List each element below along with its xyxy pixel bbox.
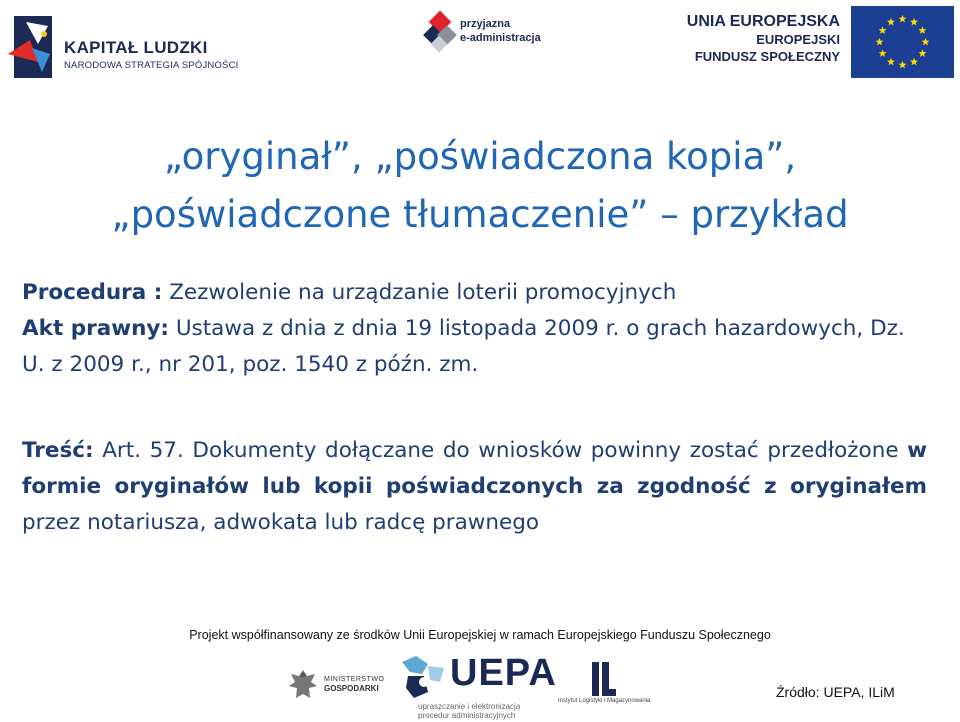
puzzle-icon bbox=[422, 10, 458, 54]
mg-line2: GOSPODARKI bbox=[324, 684, 379, 693]
procedure-block bbox=[22, 275, 927, 383]
przyjazna-e-administracja-logo bbox=[422, 10, 562, 58]
ue-line1: UNIA EUROPEJSKA bbox=[686, 13, 840, 30]
unia-europejska-text bbox=[640, 12, 840, 72]
procedure-value: Zezwolenie na urządzanie loterii promocyjnych bbox=[162, 280, 677, 305]
title-line-1: „oryginał”, „poświadczona kopia”, bbox=[163, 135, 797, 178]
ue-line3: FUNDUSZ SPOŁECZNY bbox=[694, 49, 840, 64]
eagle-icon bbox=[288, 668, 318, 704]
content-label: Treść: bbox=[22, 438, 94, 463]
ministerstwo-gospodarki-logo bbox=[288, 666, 388, 710]
ue-line2: EUROPEJSKI bbox=[756, 32, 840, 47]
ilim-logo bbox=[558, 658, 668, 710]
source-note: Źródło: UEPA, ILiM bbox=[776, 684, 895, 700]
content-bold: w formie oryginałów lub kopii poświadczonych za zgodność z oryginałem bbox=[22, 438, 927, 499]
uepa-subtitle-1: upraszczanie i elektronizacja bbox=[418, 702, 521, 711]
uepa-mark-icon bbox=[398, 652, 450, 704]
procedure-label: Procedura : bbox=[22, 280, 163, 305]
footer-note: Projekt współfinansowany ze środków Unii Europejskiej w ramach Europejskiego Funduszu Społecznego bbox=[189, 628, 771, 642]
kapital-ludzki-subtitle: NARODOWA STRATEGIA SPÓJNOŚCI bbox=[64, 60, 239, 71]
page-title bbox=[0, 128, 960, 244]
legal-act-label: Akt prawny: bbox=[22, 316, 169, 341]
title-line-2: „poświadczone tłumaczenie” – przykład bbox=[111, 193, 849, 236]
uepa-logo bbox=[398, 648, 557, 722]
uepa-subtitle-2: procedur administracyjnych bbox=[418, 711, 516, 720]
przyjazna-line2: e-administracja bbox=[460, 32, 541, 44]
uepa-wordmark: UEPA bbox=[450, 652, 557, 694]
procedure-line bbox=[22, 275, 927, 311]
mg-line1: MINISTERSTWO bbox=[324, 676, 385, 683]
eu-flag-icon bbox=[851, 6, 954, 78]
content-part2: przez notariusza, adwokata lub radcę prawnego bbox=[22, 510, 540, 535]
kapital-ludzki-mark-icon bbox=[8, 14, 54, 80]
kapital-ludzki-title: KAPITAŁ LUDZKI bbox=[64, 38, 208, 57]
ilim-mark-icon bbox=[588, 660, 618, 698]
przyjazna-line1: przyjazna bbox=[460, 18, 511, 30]
content-block bbox=[22, 433, 927, 541]
legal-act-value: Ustawa z dnia z dnia 19 listopada 2009 r. o grach hazardowych, Dz. U. z 2009 r., nr 201, poz. 1540 z późn. zm. bbox=[22, 316, 905, 377]
ilim-name: Instytut Logistyki i Magazynowania bbox=[558, 698, 651, 704]
kapital-ludzki-logo bbox=[8, 14, 268, 88]
content-part1: Art. 57. Dokumenty dołączane do wniosków powinny zostać przedłożone bbox=[93, 438, 908, 463]
legal-act-line bbox=[22, 311, 927, 383]
